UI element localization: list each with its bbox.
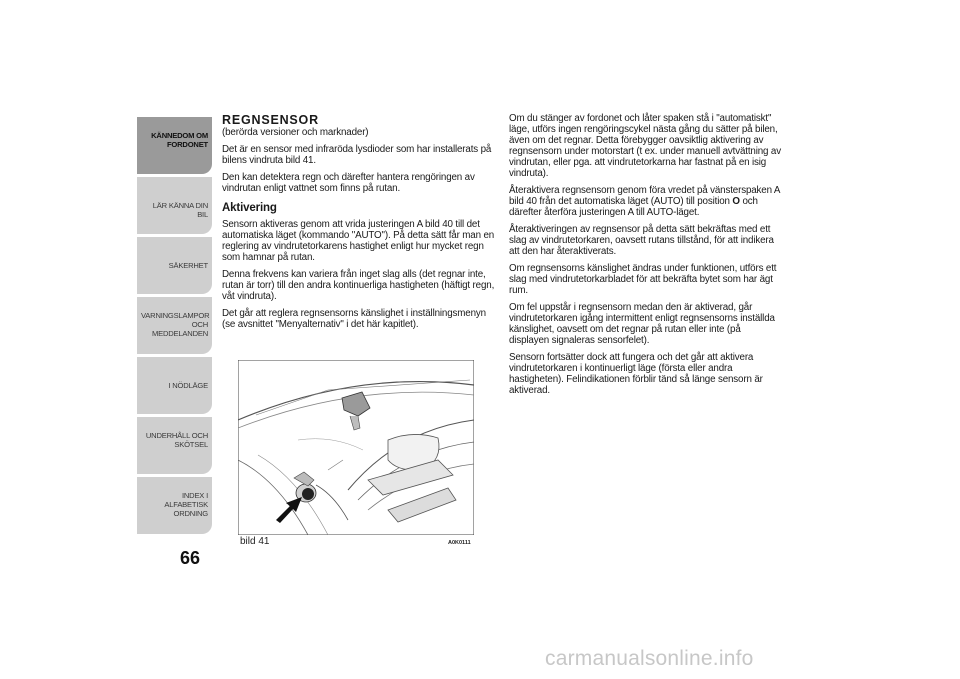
tab-sakerhet[interactable] bbox=[137, 237, 212, 294]
tab-underhall-och-skotsel[interactable] bbox=[137, 417, 212, 474]
watermark: carmanualsonline.info bbox=[545, 647, 754, 670]
section-subtitle: (berörda versioner och marknader) bbox=[222, 127, 369, 138]
tab-kannedom-om-fordonet[interactable] bbox=[137, 117, 212, 174]
chapter-tabs bbox=[137, 117, 212, 537]
left-column bbox=[222, 113, 497, 336]
position-o: O bbox=[732, 196, 740, 207]
paragraph: Det går att reglera regnsensorns känslighet i inställningsmenyn (se avsnittet "Menyalternativ" i det här kapitlet). bbox=[222, 308, 486, 330]
tab-varningslampor[interactable] bbox=[137, 297, 212, 354]
paragraph-text: Återaktivera regnsensorn genom föra vredet på vänsterspaken A bild 40 från det automatiska läget (AUTO) till position bbox=[509, 185, 780, 207]
tab-label-line1: KÄNNEDOM OM bbox=[151, 131, 208, 140]
tab-label-line2: SKÖTSEL bbox=[174, 440, 208, 449]
paragraph: Sensorn fortsätter dock att fungera och det går att aktivera vindrutetorkaren i kontinuerligt läge (första eller andra hastigheten). Felindikationen förblir tänd så länge sensorn är aktiverad. bbox=[509, 352, 763, 396]
tab-i-nodlage[interactable] bbox=[137, 357, 212, 414]
sub-heading: Aktivering bbox=[222, 202, 277, 214]
paragraph bbox=[509, 185, 781, 218]
paragraph: Om regnsensorns känslighet ändras under funktionen, utförs ett slag med vindrutetorkarbladet för att bekräfta bytet som har ägt rum. bbox=[509, 263, 777, 296]
tab-label-line1: UNDERHÅLL OCH bbox=[145, 431, 208, 440]
paragraph: Det är en sensor med infraröda lysdioder som har installerats på bilens vindruta bild 41. bbox=[222, 144, 492, 166]
tab-label-line1: VARNINGSLAMPOR bbox=[141, 311, 210, 320]
paragraph: Återaktiveringen av regnsensor på detta sätt bekräftas med ett slag av vindrutetorkaren, oavsett rutans tillstånd, för att indikera att den har återaktiverats. bbox=[509, 224, 774, 257]
tab-index[interactable] bbox=[137, 477, 212, 534]
tab-label-line2: OCH MEDDELANDEN bbox=[151, 320, 208, 338]
paragraph: Om du stänger av fordonet och låter spaken stå i "automatiskt" läge, utförs ingen rengöringscykel nästa gång du sätter på bilen, även om det regnar. Detta förebygger oavsiktlig aktivering av regnsensorn under motorstart (t ex. under manuell avtvättning av vindrutan, eller pga. att vindrutetorkarna har fastnat på en isig vindruta). bbox=[509, 113, 781, 179]
tab-lar-kanna-din-bil[interactable] bbox=[137, 177, 212, 234]
paragraph: Om fel uppstår i regnsensorn medan den är aktiverad, går vindrutetorkaren igång intermittent enligt regnsensorns inställda känslighet, oavsett om det regnar på rutan eller inte (på displayen signaleras sensorfelet). bbox=[509, 302, 775, 346]
tab-label-line1: INDEX I ALFABETISK bbox=[164, 491, 208, 509]
figure-caption: bild 41 bbox=[240, 536, 270, 547]
page-number: 66 bbox=[180, 548, 201, 568]
tab-label: I NÖDLÄGE bbox=[168, 381, 208, 390]
section-title: REGNSENSOR bbox=[222, 113, 319, 127]
paragraph: Denna frekvens kan variera från inget slag alls (det regnar inte, rutan är torr) till den andra kontinuerliga hastigheten (häftigt regn, våt vindruta). bbox=[222, 269, 495, 302]
right-column bbox=[509, 113, 781, 402]
rain-sensor-illustration bbox=[238, 360, 474, 547]
figure-code: A0K0111 bbox=[448, 540, 471, 546]
paragraph: Den kan detektera regn och därefter hantera rengöringen av vindrutan enligt vattnet som finns på rutan. bbox=[222, 172, 475, 194]
tab-label-line2: ORDNING bbox=[173, 509, 208, 518]
tab-label: SÄKERHET bbox=[168, 261, 208, 270]
paragraph-text: och därefter återföra justeringen A till AUTO-läget. bbox=[509, 196, 758, 218]
tab-label-line2: FORDONET bbox=[166, 140, 208, 149]
paragraph: Sensorn aktiveras genom att vrida justeringen A bild 40 till det automatiska läget (kommando "AUTO"). På detta sätt får man en reglering av vindrutetorkarens hastighet enligt hur mycket regn som hamnar på rutan. bbox=[222, 219, 495, 263]
tab-label: LÄR KÄNNA DIN BIL bbox=[152, 201, 208, 219]
